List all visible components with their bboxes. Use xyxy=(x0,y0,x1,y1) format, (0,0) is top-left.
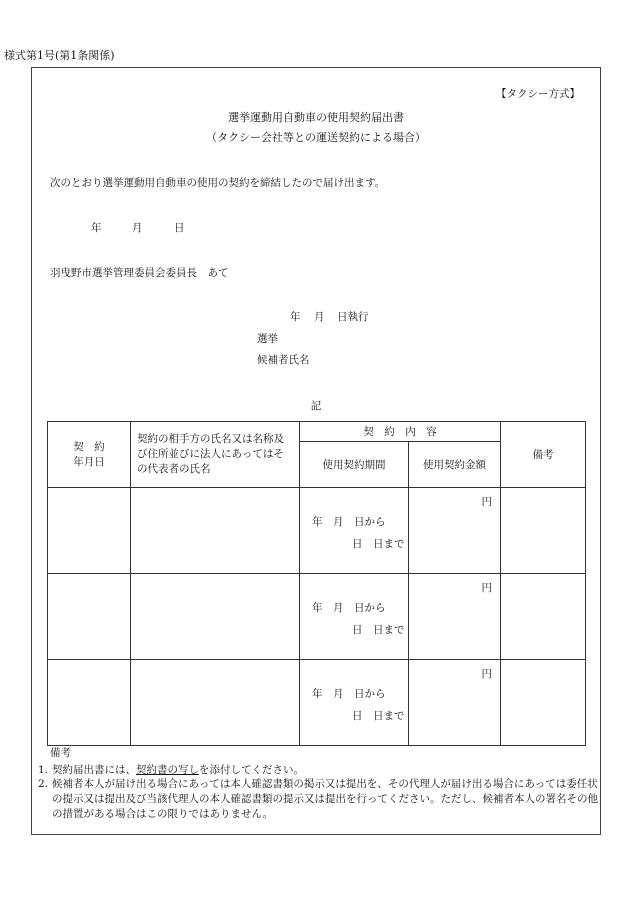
yen-unit: 円 xyxy=(481,582,492,594)
yen-unit: 円 xyxy=(481,668,492,680)
election-label: 選挙 xyxy=(257,333,278,345)
form-number-label: 様式第1号(第1条関係) xyxy=(4,49,115,62)
period-cell[interactable] xyxy=(300,488,409,574)
document-title: 選挙運動用自動車の使用契約届出書 xyxy=(228,111,404,124)
period-to: 日 日まで xyxy=(352,710,405,722)
date-day-label: 日 xyxy=(174,222,185,234)
form-frame xyxy=(31,67,601,835)
date-year-label: 年 xyxy=(91,222,102,234)
date-month-label: 月 xyxy=(132,222,143,234)
header-counterparty: 契約の相手方の氏名又は名称及び住所並びに法人にあってはその代表者の氏名 xyxy=(131,422,300,488)
document-subtitle: （タクシー会社等との運送契約による場合） xyxy=(206,131,426,144)
note-text-post: を添付してください。 xyxy=(199,764,304,776)
note-item-1 xyxy=(38,762,304,777)
counterparty-cell[interactable] xyxy=(131,574,300,660)
amount-cell[interactable] xyxy=(409,660,501,746)
remarks-cell[interactable] xyxy=(501,488,586,574)
remarks-cell[interactable] xyxy=(501,660,586,746)
note-text: 候補者本人が届け出る場合にあっては本人確認書類の掲示又は提出を、その代理人が届け出る場合にあっては委任状の提示又は提出及び当該代理人の本人確認書類の提示又は提出を行ってください。ただし、候補者本人の署名その他の措置がある場合はこの限りではありません。 xyxy=(52,778,598,820)
header-contract-date: 契 約 年月日 xyxy=(48,422,131,488)
header-period: 使用契約期間 xyxy=(300,442,409,488)
header-contract-content: 契 約 内 容 xyxy=(300,422,501,442)
note-number: 1. xyxy=(38,764,49,776)
amount-cell[interactable] xyxy=(409,488,501,574)
note-item-2 xyxy=(38,777,598,822)
candidate-name-label: 候補者氏名 xyxy=(257,354,310,366)
contracts-table xyxy=(47,421,586,746)
period-from: 年 月 日から xyxy=(312,602,386,614)
header-remarks: 備考 xyxy=(501,422,586,488)
addressee: 羽曳野市選挙管理委員会委員長 あて xyxy=(50,267,229,279)
period-cell[interactable] xyxy=(300,660,409,746)
note-text-pre: 契約届出書には、 xyxy=(52,764,136,776)
period-cell[interactable] xyxy=(300,574,409,660)
ki-heading: 記 xyxy=(310,400,322,412)
period-to: 日 日まで xyxy=(352,624,405,636)
table-row xyxy=(48,660,586,746)
table-row xyxy=(48,488,586,574)
contract-date-cell[interactable] xyxy=(48,488,131,574)
counterparty-cell[interactable] xyxy=(131,660,300,746)
period-from: 年 月 日から xyxy=(312,516,386,528)
note-number: 2. xyxy=(38,778,49,790)
note-text-underlined: 契約書の写し xyxy=(136,764,199,776)
intro-text: 次のとおり選挙運動用自動車の使用の契約を締結したので届け出ます。 xyxy=(50,177,386,189)
contract-date-cell[interactable] xyxy=(48,660,131,746)
amount-cell[interactable] xyxy=(409,574,501,660)
notes-title: 備考 xyxy=(50,747,71,759)
method-tag: 【タクシー方式】 xyxy=(496,88,580,100)
election-year-label: 年 xyxy=(290,311,301,323)
contract-date-cell[interactable] xyxy=(48,574,131,660)
remarks-cell[interactable] xyxy=(501,574,586,660)
yen-unit: 円 xyxy=(481,496,492,508)
election-month-label: 月 xyxy=(314,311,325,323)
period-to: 日 日まで xyxy=(352,538,405,550)
counterparty-cell[interactable] xyxy=(131,488,300,574)
election-day-exec-label: 日執行 xyxy=(337,311,369,323)
table-row xyxy=(48,574,586,660)
period-from: 年 月 日から xyxy=(312,688,386,700)
header-amount: 使用契約金額 xyxy=(409,442,501,488)
